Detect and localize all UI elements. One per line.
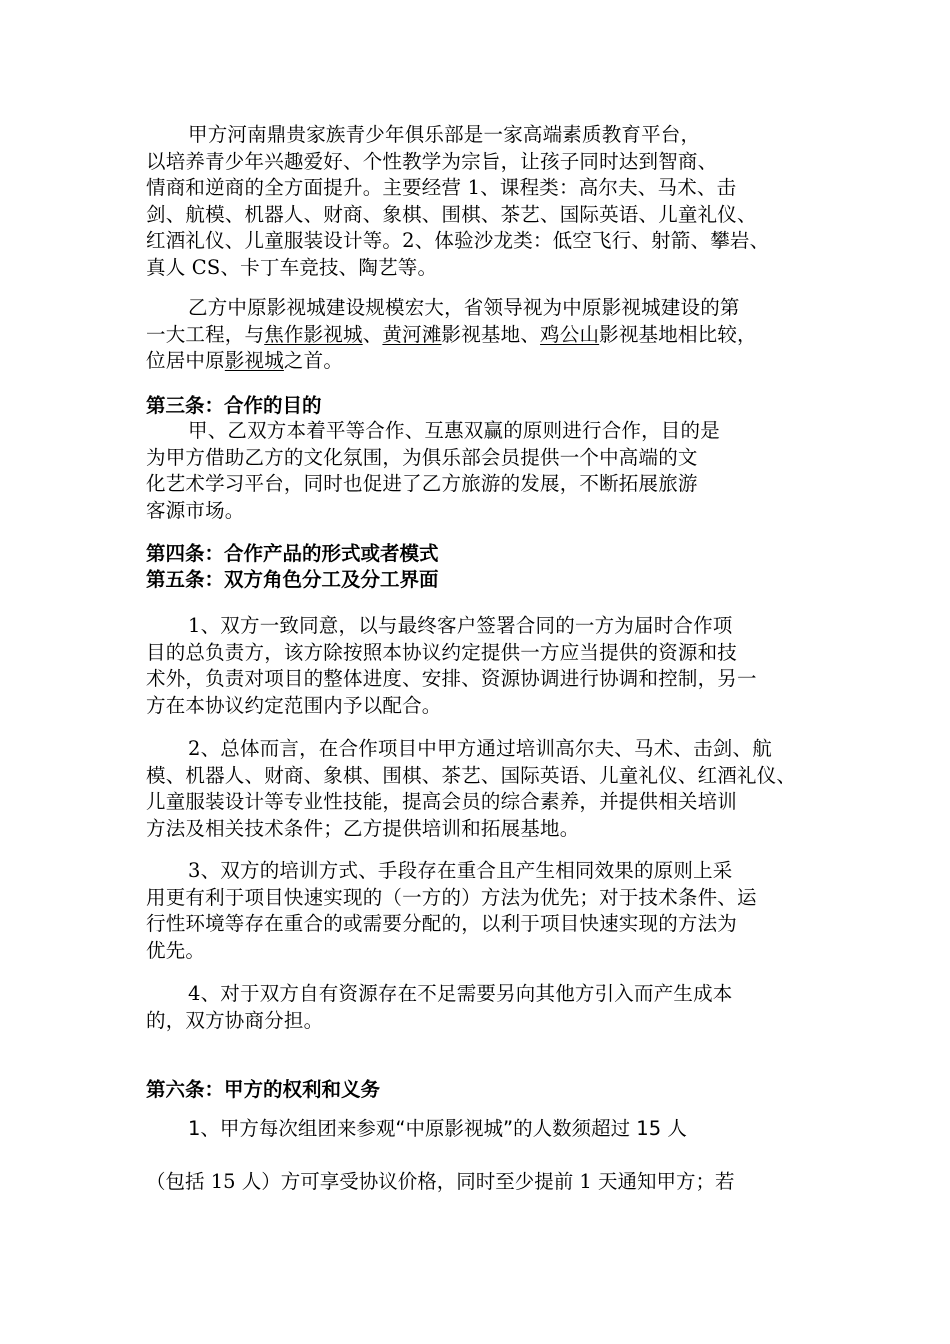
article-5-item-3-line-4: 优先。 <box>146 938 206 962</box>
article-3-heading: 第三条：合作的目的 <box>146 394 322 417</box>
intro-b-line-3-post: 之首。 <box>283 349 344 372</box>
intro-party-b-paragraph <box>146 295 811 375</box>
article-5-item-1-line-2: 目的总负责方，该方除按照本协议约定提供一方应当提供的资源和技 <box>146 640 738 664</box>
intro-b-line-1: 乙方中原影视城建设规模宏大，省领导视为中原影视城建设的第 <box>188 296 740 319</box>
article-3-line-3: 化艺术学习平台，同时也促进了乙方旅游的发展，不断拓展旅游 <box>146 472 698 495</box>
article-3-line-1: 甲、乙双方本着平等合作、互惠双赢的原则进行合作，目的是 <box>188 419 720 442</box>
article-4-heading: 第四条：合作产品的形式或者模式 <box>146 542 439 565</box>
article-5-item-1-line-4: 方在本协议约定范围内予以配合。 <box>146 693 442 717</box>
link-huanghetan[interactable]: 黄河滩 <box>382 322 442 346</box>
article-5-item-3-line-2: 用更有利于项目快速实现的（一方的）方法为优先；对于技术条件、运 <box>146 885 757 909</box>
article-3-line-2: 为甲方借助乙方的文化氛围，为俱乐部会员提供一个中高端的文 <box>146 445 698 469</box>
article-5-item-2-line-3: 儿童服装设计等专业性技能，提高会员的综合素养，并提供相关培训 <box>146 790 738 813</box>
article-5-item-1-line-1: 1、双方一致同意，以与最终客户签署合同的一方为届时合作项 <box>188 614 733 637</box>
article-6-item-1-text-1: 1、甲方每次组团来参观“中原影视城”的人数须超过 15 人 <box>188 1117 687 1140</box>
article-5-item-3 <box>146 858 811 964</box>
intro-a-line-1: 甲方河南鼎贵家族青少年俱乐部是一家高端素质教育平台， <box>188 123 701 146</box>
intro-a-line-6: 真人 CS、卡丁车竞技、陶艺等。 <box>146 255 438 279</box>
intro-a-line-3: 情商和逆商的全方面提升。主要经营 1、课程类：高尔夫、马术、击 <box>146 176 737 199</box>
article-5-item-2-line-2: 模、机器人、财商、象棋、围棋、茶艺、国际英语、儿童礼仪、红酒礼仪、 <box>146 763 797 787</box>
article-5-heading: 第五条：双方角色分工及分工界面 <box>146 568 439 591</box>
intro-b-line-2-pre: 一大工程，与 <box>146 322 265 346</box>
article-6-item-1-line-2: （包括 15 人）方可享受协议价格，同时至少提前 1 天通知甲方；若 <box>146 1170 735 1193</box>
article-3-paragraph <box>146 418 811 524</box>
link-jiaozuo-film-city[interactable]: 焦作影视城 <box>264 322 363 346</box>
intro-a-line-4: 剑、航模、机器人、财商、象棋、围棋、茶艺、国际英语、儿童礼仪、 <box>146 202 757 226</box>
intro-b-line-2-post: 影视基地相比较， <box>599 322 757 346</box>
article-5-item-4 <box>146 981 811 1034</box>
article-3-line-4: 客源市场。 <box>146 498 245 522</box>
intro-party-a-paragraph <box>146 122 811 281</box>
article-5-item-4-line-2: 的，双方协商分担。 <box>146 1008 324 1032</box>
separator: 、 <box>362 322 383 346</box>
intro-b-line-2-mid: 影视基地、 <box>441 322 541 346</box>
link-film-city[interactable]: 影视城 <box>224 349 284 372</box>
article-5-item-3-line-3: 行性环境等存在重合的或需要分配的，以利于项目快速实现的方法为 <box>146 912 738 935</box>
article-5-item-4-line-1: 4、对于双方自有资源存在不足需要另向其他方引入而产生成本 <box>188 982 733 1005</box>
intro-a-line-2: 以培养青少年兴趣爱好、个性教学为宗旨，让孩子同时达到智商、 <box>146 149 718 173</box>
intro-a-line-5: 红酒礼仪、儿童服装设计等。2、体验沙龙类：低空飞行、射箭、攀岩、 <box>146 229 770 252</box>
intro-b-line-3-pre: 位居中原 <box>146 349 225 372</box>
article-6-item-1-line-1 <box>146 1113 687 1141</box>
article-6-heading: 第六条：甲方的权利和义务 <box>146 1078 381 1101</box>
article-5-item-1 <box>146 613 811 719</box>
article-5-item-2-line-4: 方法及相关技术条件；乙方提供培训和拓展基地。 <box>146 816 580 840</box>
link-jigongshan[interactable]: 鸡公山 <box>540 322 600 346</box>
article-5-item-3-line-1: 3、双方的培训方式、手段存在重合且产生相同效果的原则上采 <box>188 859 733 882</box>
article-5-item-1-line-3: 术外，负责对项目的整体进度、安排、资源协调进行协调和控制，另一 <box>146 667 757 690</box>
article-5-item-2-line-1: 2、总体而言，在合作项目中甲方通过培训高尔夫、马术、击剑、航 <box>188 737 772 760</box>
article-5-item-2 <box>146 736 811 842</box>
